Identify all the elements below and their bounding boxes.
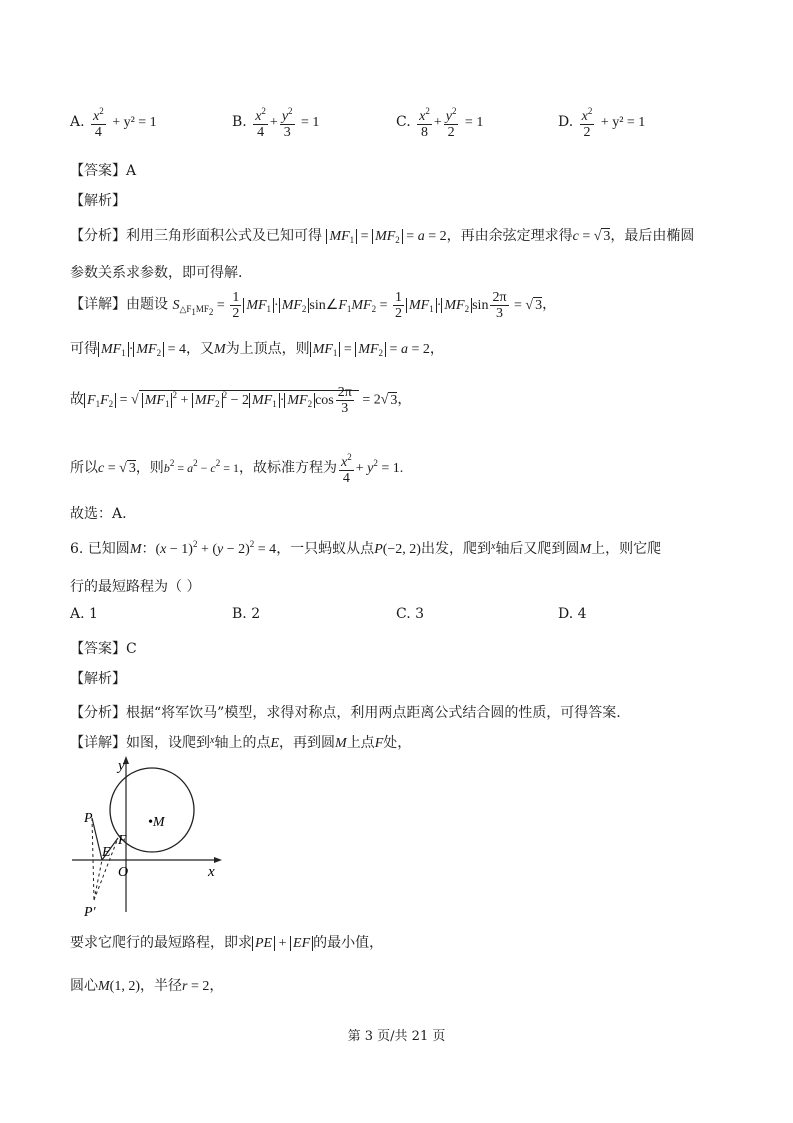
label-e: E xyxy=(102,845,111,860)
xiangjie-2: 【详解】如图，设爬到$^x$轴上的点E，再到圆M上点F处， xyxy=(70,735,412,751)
label-y: y xyxy=(118,758,125,774)
option-a: A. $\frac{x^2}{4}$ + y² = 1 xyxy=(70,106,157,140)
segment-ppp xyxy=(92,818,94,900)
q6-option-d: D. 4 xyxy=(558,606,587,622)
line-kede: 可得 $MF_1 \cdot MF_2 = 4$，又M为上顶点，则 $MF_1 = MF_2 = a = 2$， xyxy=(70,341,444,358)
geometry-figure xyxy=(68,752,228,920)
segment-ppe xyxy=(94,860,102,900)
fenxi-2: 【分析】根据“将军饮马”模型，求得对称点，利用两点距离公式结合圆的性质，可得答案. xyxy=(70,705,621,721)
fenxi-1-line2: 参数关系求参数，即可得解. xyxy=(70,265,243,281)
question-6-line1: 6. 已知圆M：$(x - 1)^2 + (y - 2)^2 = 4$，一只蚂蚁从点P(−2, 2)出发，爬到$^x$轴后又爬到圆M上，则它爬 xyxy=(70,539,662,557)
label-x: x xyxy=(208,864,215,880)
line-yaoqiu: 要求它爬行的最短路程，即求 PE + EF 的最小值， xyxy=(70,935,384,951)
line-yuanxin: 圆心M(1, 2)，半径r = 2， xyxy=(70,978,224,994)
line-gu: 故 $F_1F_2$ = √ $MF_1^2 + MF_2^2 - 2$ $MF_1 \cdot MF_2$ cos $\frac{2\pi}{3}$ = 2√ 3， xyxy=(70,385,412,416)
label-f: F xyxy=(118,833,127,848)
analysis-heading-2: 【解析】 xyxy=(70,671,126,687)
answer-2: 【答案】C xyxy=(70,641,137,657)
line-suoyi: 所以c = √ 3，则$b^2 = a^2 - c^2 = 1$，故标准方程为 $\frac{x^2}{4}$ + $y^2 = 1$. xyxy=(70,452,404,486)
answer-1: 【答案】A xyxy=(70,163,137,179)
fenxi-1-line1: 【分析】利用三角形面积公式及已知可得 $MF_1 = MF_2 = a = 2$，再由余弦定理求得c = √ 3，最后由椭圆 xyxy=(70,228,695,245)
analysis-heading-1: 【解析】 xyxy=(70,193,126,209)
option-d: D. $\frac{x^2}{2}$ + y² = 1 xyxy=(558,106,646,140)
label-p-prime: P′ xyxy=(84,905,96,920)
option-c: C. $\frac{x^2}{8}$ + $\frac{y^2}{2}$ = 1 xyxy=(396,106,484,140)
label-p: P xyxy=(84,811,93,826)
page-footer: 第 3 页/共 21 页 xyxy=(347,1029,446,1044)
guxuan: 故选：A. xyxy=(70,506,127,522)
q6-option-b: B. 2 xyxy=(232,606,261,622)
segment-pe xyxy=(92,818,102,860)
x-axis-arrow xyxy=(214,857,222,863)
label-o: O xyxy=(118,865,129,880)
question-6-line2: 行的最短路程为（ ） xyxy=(70,579,201,595)
xiangjie-1: 【详解】由题设 $S_{\triangle F_1MF_2}$ = $\frac{1}{2}$ $MF_1 \cdot MF_2$ $\sin\angle F_1MF_2$ = $\frac{1}{2}$ $MF_1 \cdot MF_2$ sin $\frac{2\pi}{3}$ = √ 3， xyxy=(70,290,557,321)
q6-option-a: A. 1 xyxy=(70,606,98,622)
option-b: B. $\frac{x^2}{4}$ + $\frac{y^2}{3}$ = 1 xyxy=(232,106,320,140)
label-m: •M xyxy=(148,815,165,830)
q6-option-c: C. 3 xyxy=(396,606,425,622)
